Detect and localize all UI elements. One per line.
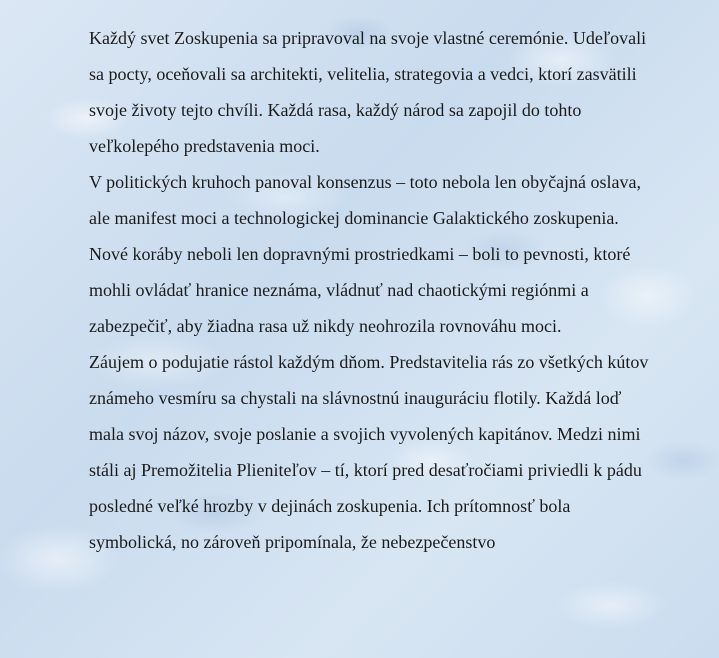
paragraph: Každý svet Zoskupenia sa pripravoval na svoje vlastné ceremónie. Udeľovali sa pocty, oceňovali sa architekti, velitelia, strategovia a vedci, ktorí zasvätili svoje životy tejto chvíli. Každá rasa, každý národ sa zapojil do tohto veľkolepého predstavenia moci. [89,28,647,156]
document-page [89,20,649,560]
paragraph: Záujem o podujatie rástol každým dňom. Predstavitelia rás zo všetkých kútov známeho vesmíru sa chystali na slávnostnú inauguráciu flotily. Každá loď mala svoj názov, svoje poslanie a svojich vyvolených kapitánov. Medzi nimi stáli aj Premožitelia Plieniteľov – tí, ktorí pred desaťročiami priviedli k pádu posledné veľké hrozby v dejinách zoskupenia. Ich prítomnosť bola symbolická, no zároveň pripomínala, že nebezpečenstvo [89,352,649,552]
paragraph: V politických kruhoch panoval konsenzus – toto nebola len obyčajná oslava, ale manifest moci a technologickej dominancie Galaktického zoskupenia. Nové koráby neboli len dopravnými prostriedkami – boli to pevnosti, ktoré mohli ovládať hranice neznáma, vládnuť nad chaotickými regiónmi a zabezpečiť, aby žiadna rasa už nikdy neohrozila rovnováhu moci. [89,172,642,336]
